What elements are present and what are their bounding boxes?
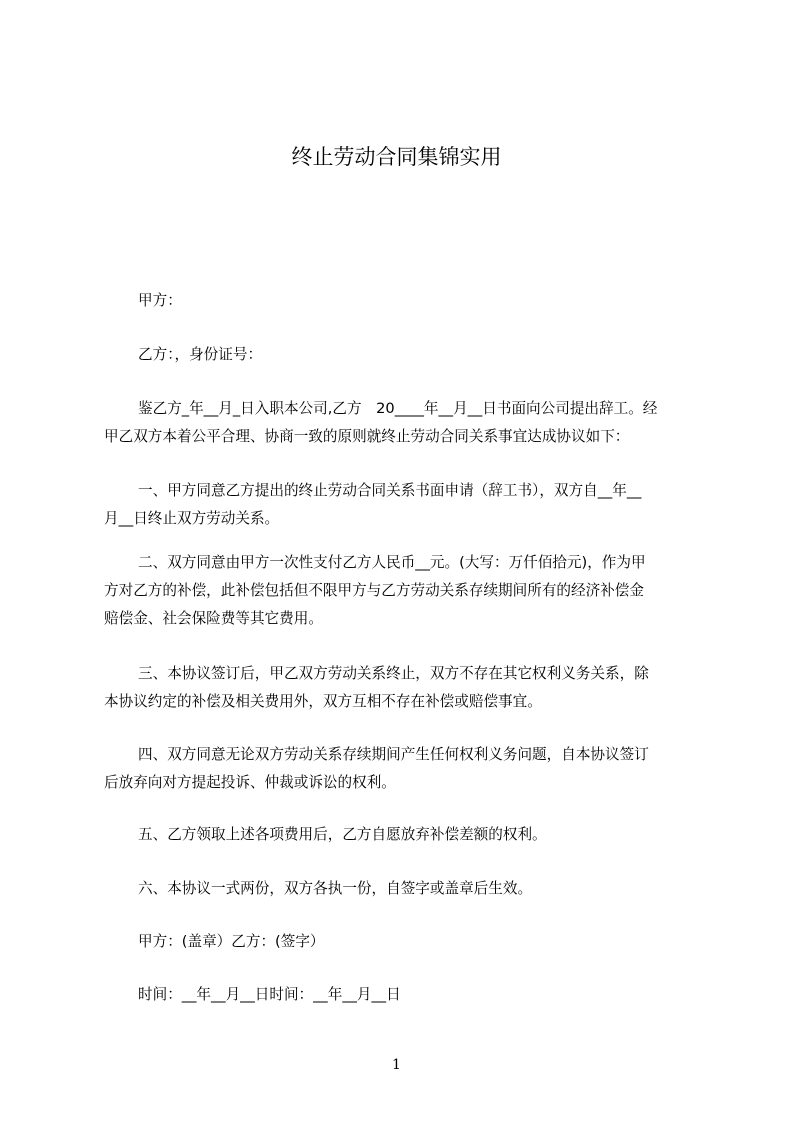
intro-line-2: 甲乙双方本着公平合理、协商一致的原则就终止劳动合同关系事宜达成协议如下： (104, 428, 630, 445)
intro-paragraph (104, 395, 702, 451)
clause-1-line-1: 一、甲方同意乙方提出的终止劳动合同关系书面申请（辞工书），双方自__年__ (138, 482, 642, 499)
clause-3-line-2: 本协议约定的补偿及相关费用外，双方互相不存在补偿或赔偿事宜。 (104, 693, 542, 710)
page-number: 1 (392, 1057, 401, 1073)
clause-2 (104, 549, 702, 633)
clause-2-line-3: 赔偿金、社会保险费等其它费用。 (104, 610, 323, 627)
clause-5: 五、乙方领取上述各项费用后，乙方自愿放弃补偿差额的权利。 (138, 826, 547, 843)
clause-4-line-2: 后放弃向对方提起投诉、仲裁或诉讼的权利。 (104, 774, 396, 791)
intro-line-1: 鉴乙方_年__月_日入职本公司,乙方 20____年__月__日书面向公司提出辞工。经 (138, 400, 658, 417)
party-b-line: 乙方：，身份证号： (138, 346, 263, 363)
clause-3-line-1: 三、本协议签订后，甲乙双方劳动关系终止，双方不存在其它权利义务关系，除 (138, 665, 649, 682)
signature-line: 甲方：(盖章）乙方：(签字） (138, 933, 325, 950)
date-line: 时间：__年__月__日时间：__年__月__日 (138, 986, 401, 1003)
party-a-line: 甲方： (138, 292, 182, 309)
clause-1-line-2: 月__日终止双方劳动关系。 (104, 510, 280, 527)
document-title: 终止劳动合同集锦实用 (291, 145, 502, 169)
clause-2-line-1: 二、双方同意由甲方一次性支付乙方人民币__元。(大写：万仟佰拾元)，作为甲 (138, 554, 646, 571)
clause-2-line-2: 方对乙方的补偿，此补偿包括但不限甲方与乙方劳动关系存续期间所有的经济补偿金 (104, 582, 644, 599)
clause-6: 六、本协议一式两份，双方各执一份，自签字或盖章后生效。 (138, 880, 533, 897)
clause-1 (104, 477, 702, 533)
clause-4 (104, 741, 702, 797)
clause-3 (104, 660, 702, 716)
clause-4-line-1: 四、双方同意无论双方劳动关系存续期间产生任何权利义务问题，自本协议签订 (138, 746, 649, 763)
